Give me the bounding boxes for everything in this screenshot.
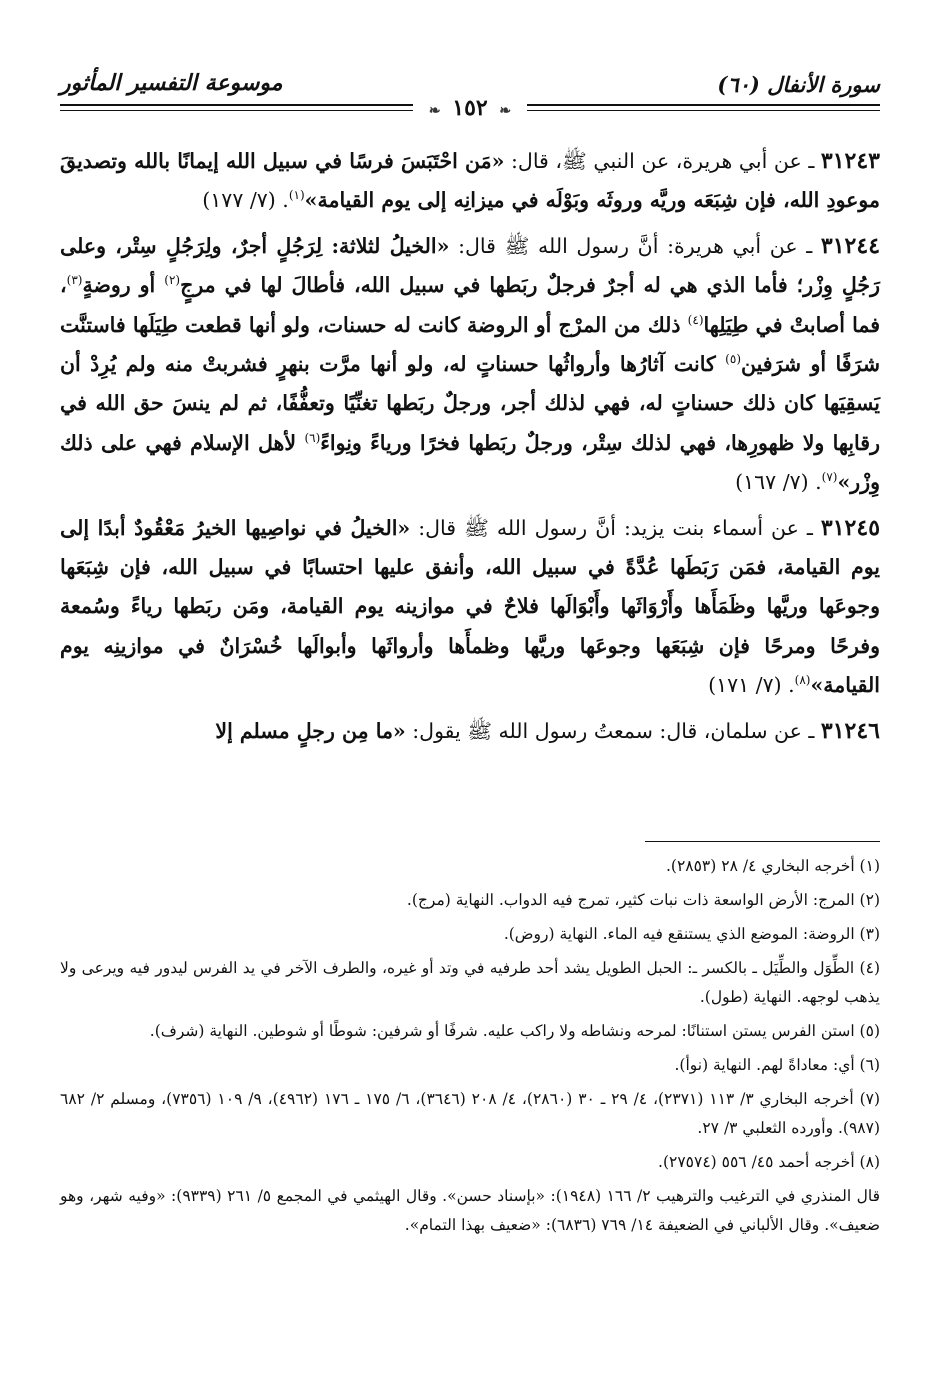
volume-reference: . (٧/ ١٦٧) (735, 470, 822, 495)
surah-title: سورة الأنفال (٦٠) (717, 72, 880, 97)
footnote: (٨) أخرجه أحمد ٤٥/ ٥٥٦ (٢٧٥٧٤). (658, 1153, 880, 1171)
hadith-text: كانت آثارُها وأرواثُها حسناتٍ له، ولو أنها مرَّت بنهرٍ فشربتْ منه ولم يُرِدْ أن يَسقِيَها كان ذلك حسناتٍ له، فهي لذلك أجر، ورجلٌ ربَطها تغنِّيًا وتعفُّفًا، ثم لم ينسَ حق الله في رقابِها ولا ظهورِها، فهي لذلك سِتْر، ورجلٌ ربَطها فخرًا ورياءً ونِواءً (60, 352, 881, 455)
footnote: (٦) أي: معاداةً لهم. النهاية (نوأ). (674, 1056, 880, 1074)
hadith-text: «مَن احْتَبَسَ فرسًا في سبيل الله إيمانًا بالله وتصديقَ موعودِ الله، فإن شِبَعَه وريَّه وروثَه وبَوْلَه في ميزانِه إلى يوم القيامة» (60, 149, 880, 213)
ornament-icon: ❧ (428, 103, 441, 119)
footnote-marker[interactable]: (١) (288, 188, 305, 203)
hadith-text: «الخيلُ في نواصِيها الخيرُ مَعْقُودٌ أبدًا إلى يوم القيامة، فمَن رَبَطَها عُدَّةً في سبيل الله، وأنفق عليها احتسابًا في سبيل الله، فإن شِبَعَها وجوعَها وريَّها وظَمَأَها وأَرْوَاثَها وأَبْوَالَها فلاحٌ في موازينه يوم القيامة، ومَن ربَطها رياءً وسُمعة وفرحًا ومرحًا فإن شِبَعَها وجوعَها وريَّها وظمأَها وأرواثَها وأبوالَها خُسْرَانٌ في موازينِه يوم القيامة» (60, 515, 880, 698)
footnote-marker[interactable]: (٢) (164, 273, 181, 288)
hadith-text: لأهل الإسلام فهي على ذلك وِزْر» (60, 430, 880, 495)
entry-31246 (60, 712, 880, 751)
main-text (60, 142, 880, 757)
hadith-text: أو روضةٍ (82, 273, 165, 298)
entry-number: ٣١٢٤٣ (820, 148, 880, 174)
footnote-marker[interactable]: (٨) (794, 673, 811, 688)
entry-31244 (60, 227, 880, 503)
footnote-separator (645, 841, 880, 842)
document-page (60, 0, 880, 1384)
footnote-marker[interactable]: (٤) (687, 312, 704, 327)
footnote: (٤) الطِّوَل والطِّيَل ـ بالكسر ـ: الحبل الطويل يشد أحد طرفيه في وتد أو غيره، والطرف الآخر في يد الفرس ليدور فيه ويرعى ولا يذهب لوجهه. النهاية (طول). (60, 959, 880, 1006)
footnote: (٥) استن الفرس يستن استنانًا: لمرحه ونشاطه ولا راكب عليه. شرفًا أو شرفين: شوطًا أو شوطين. النهاية (شرف). (149, 1022, 880, 1040)
entry-number: ٣١٢٤٥ (820, 514, 881, 541)
entry-intro: ـ عن أبي هريرة، عن النبي ﷺ، قال: (504, 149, 821, 173)
footnotes (60, 852, 880, 1245)
footnote: (٣) الروضة: الموضع الذي يستنقع فيه الماء. النهاية (روض). (503, 925, 880, 943)
page-number: ١٥٢ (452, 95, 488, 121)
footnote-marker[interactable]: (٥) (725, 352, 741, 367)
footnote: (٢) المرج: الأرض الواسعة ذات نبات كثير، تمرج فيه الدواب. النهاية (مرج). (406, 891, 880, 909)
book-title: موسوعة التفسير المأثور (60, 70, 283, 96)
entry-number: ٣١٢٤٦ (820, 717, 880, 744)
volume-reference: . (٧/ ١٧٧) (202, 188, 289, 213)
ornament-icon: ❧ (499, 103, 512, 119)
footnote: (١) أخرجه البخاري ٤/ ٢٨ (٢٨٥٣). (665, 857, 880, 875)
footnote-marker[interactable]: (٣) (66, 273, 83, 288)
entry-31245 (60, 509, 880, 706)
hadith-text: «الخيلُ لثلاثة: لِرَجُلٍ أجرٌ، ولِرَجُلٍ سِتْر، وعلى رَجُلٍ وِزْر؛ فأما الذي هي له أجرٌ فرجلٌ ربَطها في سبيل الله، فأطالَ لها في مرجٍ (60, 233, 880, 298)
entry-intro: ـ عن سلمان، قال: سمعتُ رسول الله ﷺ يقول: (405, 718, 821, 743)
entry-number: ٣١٢٤٤ (820, 232, 881, 259)
footnote-note: قال المنذري في الترغيب والترهيب ٢/ ١٦٦ (١٩٤٨): «بإسناد حسن». وقال الهيثمي في المجمع ٥/ ٢٦١ (٩٣٣٩): «وفيه شهر، وهو ضعيف». وقال الألباني في الضعيفة ١٤/ ٧٦٩ (٦٨٣٦): «ضعيف بهذا التمام». (60, 1187, 880, 1234)
hadith-text: ذلك من المرْج أو الروضة كانت له حسنات، ولو أنها قطعت طِيَلَها فاستنَّت شرَفًا أو شرَفين (60, 312, 880, 377)
hadith-text: ، فما أصابتْ في طِيَلِها (60, 273, 880, 337)
entry-intro: ـ عن أسماء بنت يزيد: أنَّ رسول الله ﷺ قال: (410, 515, 821, 540)
footnote: (٧) أخرجه البخاري ٣/ ١١٣ (٢٣٧١)، ٤/ ٢٩ ـ ٣٠ (٢٨٦٠)، ٤/ ٢٠٨ (٣٦٤٦)، ٦/ ١٧٥ ـ ١٧٦ (٤٩٦٢)، ٩/ ١٠٩ (٧٣٥٦)، ومسلم ٢/ ٦٨٢ (٩٨٧). وأورده الثعلبي ٣/ ٢٧. (60, 1090, 881, 1137)
hadith-text: «ما مِن رجلٍ مسلم إلا (215, 718, 406, 743)
volume-reference: . (٧/ ١٧١) (708, 673, 795, 698)
entry-31243 (60, 142, 880, 221)
footnote-marker[interactable]: (٦) (304, 431, 321, 446)
entry-intro: ـ عن أبي هريرة: أنَّ رسول الله ﷺ قال: (449, 233, 821, 258)
footnote-marker[interactable]: (٧) (821, 470, 838, 485)
page-number-block (413, 95, 527, 121)
